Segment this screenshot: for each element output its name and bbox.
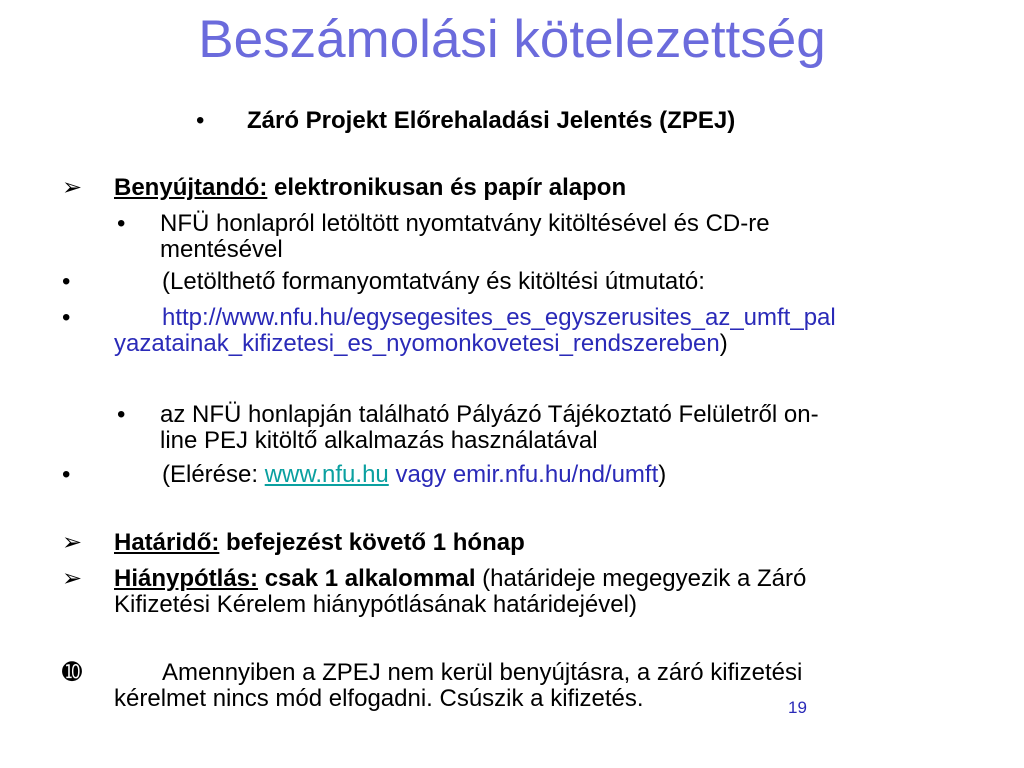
heading-text: Záró Projekt Előrehaladási Jelentés (ZPEJ) — [247, 107, 736, 134]
access-prefix: (Elérése: — [162, 461, 265, 488]
correction-bold: csak 1 alkalommal — [264, 565, 476, 592]
online-line1: az NFÜ honlapján található Pályázó Tájékoztató Felületről on- — [160, 401, 819, 428]
url-line2[interactable]: yazatainak_kifizetesi_es_nyomonkovetesi_rendszereben — [114, 330, 720, 357]
correction-line1 — [114, 565, 806, 592]
arrow-bullet-icon: ➢ — [62, 565, 83, 592]
bullet: • — [62, 304, 71, 331]
url-line2-wrap — [114, 330, 728, 357]
deadline-label: Határidő: — [114, 529, 220, 556]
warning-line1: Amennyiben a ZPEJ nem kerül benyújtásra, a záró kifizetési — [162, 659, 803, 686]
submit-text: elektronikusan és papír alapon — [274, 174, 627, 201]
correction-rest: (határideje megegyezik a Záró — [475, 565, 807, 592]
submit-line — [114, 174, 626, 201]
nfu-link[interactable]: www.nfu.hu — [264, 461, 389, 488]
deadline-line — [114, 529, 525, 556]
arrow-bullet-icon: ➢ — [62, 174, 83, 201]
access-close: ) — [658, 461, 667, 488]
sub-bullet: • — [117, 210, 126, 237]
bullet: • — [62, 268, 71, 295]
arrow-bullet-icon: ➢ — [62, 529, 83, 556]
warning-line2: kérelmet nincs mód elfogadni. Csúszik a kifizetés. — [114, 685, 644, 712]
sub-bullet: • — [117, 401, 126, 428]
submit-label: Benyújtandó: — [114, 174, 268, 201]
number-ten-icon: ➓ — [62, 659, 83, 686]
online-line2: line PEJ kitöltő alkalmazás használatával — [160, 427, 598, 454]
page-number: 19 — [788, 698, 807, 717]
nfu-form-line2: mentésével — [160, 236, 283, 263]
bullet: • — [62, 461, 71, 488]
deadline-text: befejezést követő 1 hónap — [226, 529, 525, 556]
correction-line2: Kifizetési Kérelem hiánypótlásának határidejével) — [114, 591, 637, 618]
url-close: ) — [719, 330, 728, 357]
nfu-form-line1: NFÜ honlapról letöltött nyomtatvány kitöltésével és CD-re — [160, 210, 770, 237]
slide-title: Beszámolási kötelezettség — [198, 10, 826, 69]
emir-link[interactable]: vagy emir.nfu.hu/nd/umft — [388, 461, 659, 488]
download-text: (Letölthető formanyomtatvány és kitöltési útmutató: — [162, 268, 705, 295]
access-line — [162, 461, 666, 488]
url-line1[interactable]: http://www.nfu.hu/egysegesites_es_egyszerusites_az_umft_pal — [162, 304, 836, 331]
correction-label: Hiánypótlás: — [114, 565, 259, 592]
heading-bullet: • — [196, 107, 205, 134]
